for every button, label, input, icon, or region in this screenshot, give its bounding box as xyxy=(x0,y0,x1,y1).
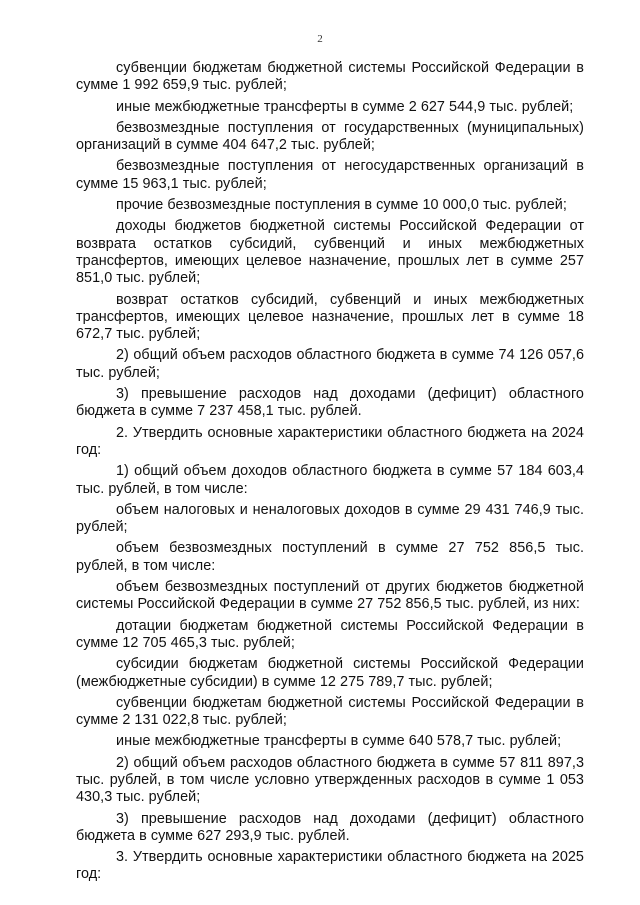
paragraph: 3) превышение расходов над доходами (дефицит) областного бюджета в сумме 7 237 458,1 тыс. рублей. xyxy=(76,386,584,420)
page-number: 2 xyxy=(317,33,323,45)
paragraph: объем безвозмездных поступлений в сумме 27 752 856,5 тыс. рублей, в том числе: xyxy=(76,540,584,574)
paragraph: субсидии бюджетам бюджетной системы Российской Федерации (межбюджетные субсидии) в сумме 12 275 789,7 тыс. рублей; xyxy=(76,656,584,690)
paragraph: 2) общий объем расходов областного бюджета в сумме 57 811 897,3 тыс. рублей, в том числе условно утвержденных расходов в сумме 1 053 430,3 тыс. рублей; xyxy=(76,754,584,806)
section-heading: 3. Утвердить основные характеристики областного бюджета на 2025 год: xyxy=(76,849,584,883)
paragraph: иные межбюджетные трансферты в сумме 640 578,7 тыс. рублей; xyxy=(116,733,562,750)
paragraph: 1) общий объем доходов областного бюджета в сумме 57 184 603,4 тыс. рублей, в том числе: xyxy=(76,463,584,497)
section-heading: 2. Утвердить основные характеристики областного бюджета на 2024 год: xyxy=(76,424,584,458)
paragraph: 2) общий объем расходов областного бюджета в сумме 74 126 057,6 тыс. рублей; xyxy=(76,347,584,381)
paragraph: доходы бюджетов бюджетной системы Российской Федерации от возврата остатков субсидий, субвенций и иных межбюджетных трансфертов, имеющих целевое назначение, прошлых лет в сумме 257 851,0 тыс. рублей; xyxy=(76,218,584,287)
paragraph: прочие безвозмездные поступления в сумме 10 000,0 тыс. рублей; xyxy=(116,197,567,214)
paragraph: субвенции бюджетам бюджетной системы Российской Федерации в сумме 2 131 022,8 тыс. рублей; xyxy=(76,694,584,729)
document-body xyxy=(76,60,584,888)
paragraph: 3) превышение расходов над доходами (дефицит) областного бюджета в сумме 627 293,9 тыс. рублей. xyxy=(76,810,584,844)
paragraph: иные межбюджетные трансферты в сумме 2 627 544,9 тыс. рублей; xyxy=(116,98,574,115)
paragraph: возврат остатков субсидий, субвенций и иных межбюджетных трансфертов, имеющих целевое назначение, прошлых лет в сумме 18 672,7 тыс. рублей; xyxy=(76,291,584,343)
paragraph: дотации бюджетам бюджетной системы Российской Федерации в сумме 12 705 465,3 тыс. рублей; xyxy=(76,617,584,651)
paragraph: безвозмездные поступления от государственных (муниципальных) организаций в сумме 404 647,2 тыс. рублей; xyxy=(76,119,584,154)
paragraph: объем безвозмездных поступлений от других бюджетов бюджетной системы Российской Федерации в сумме 27 752 856,5 тыс. рублей, из них: xyxy=(76,579,584,613)
paragraph: объем налоговых и неналоговых доходов в сумме 29 431 746,9 тыс. рублей; xyxy=(76,501,584,536)
paragraph: субвенции бюджетам бюджетной системы Российской Федерации в сумме 1 992 659,9 тыс. рублей; xyxy=(76,60,584,94)
paragraph: безвозмездные поступления от негосударственных организаций в сумме 15 963,1 тыс. рублей; xyxy=(76,158,584,192)
